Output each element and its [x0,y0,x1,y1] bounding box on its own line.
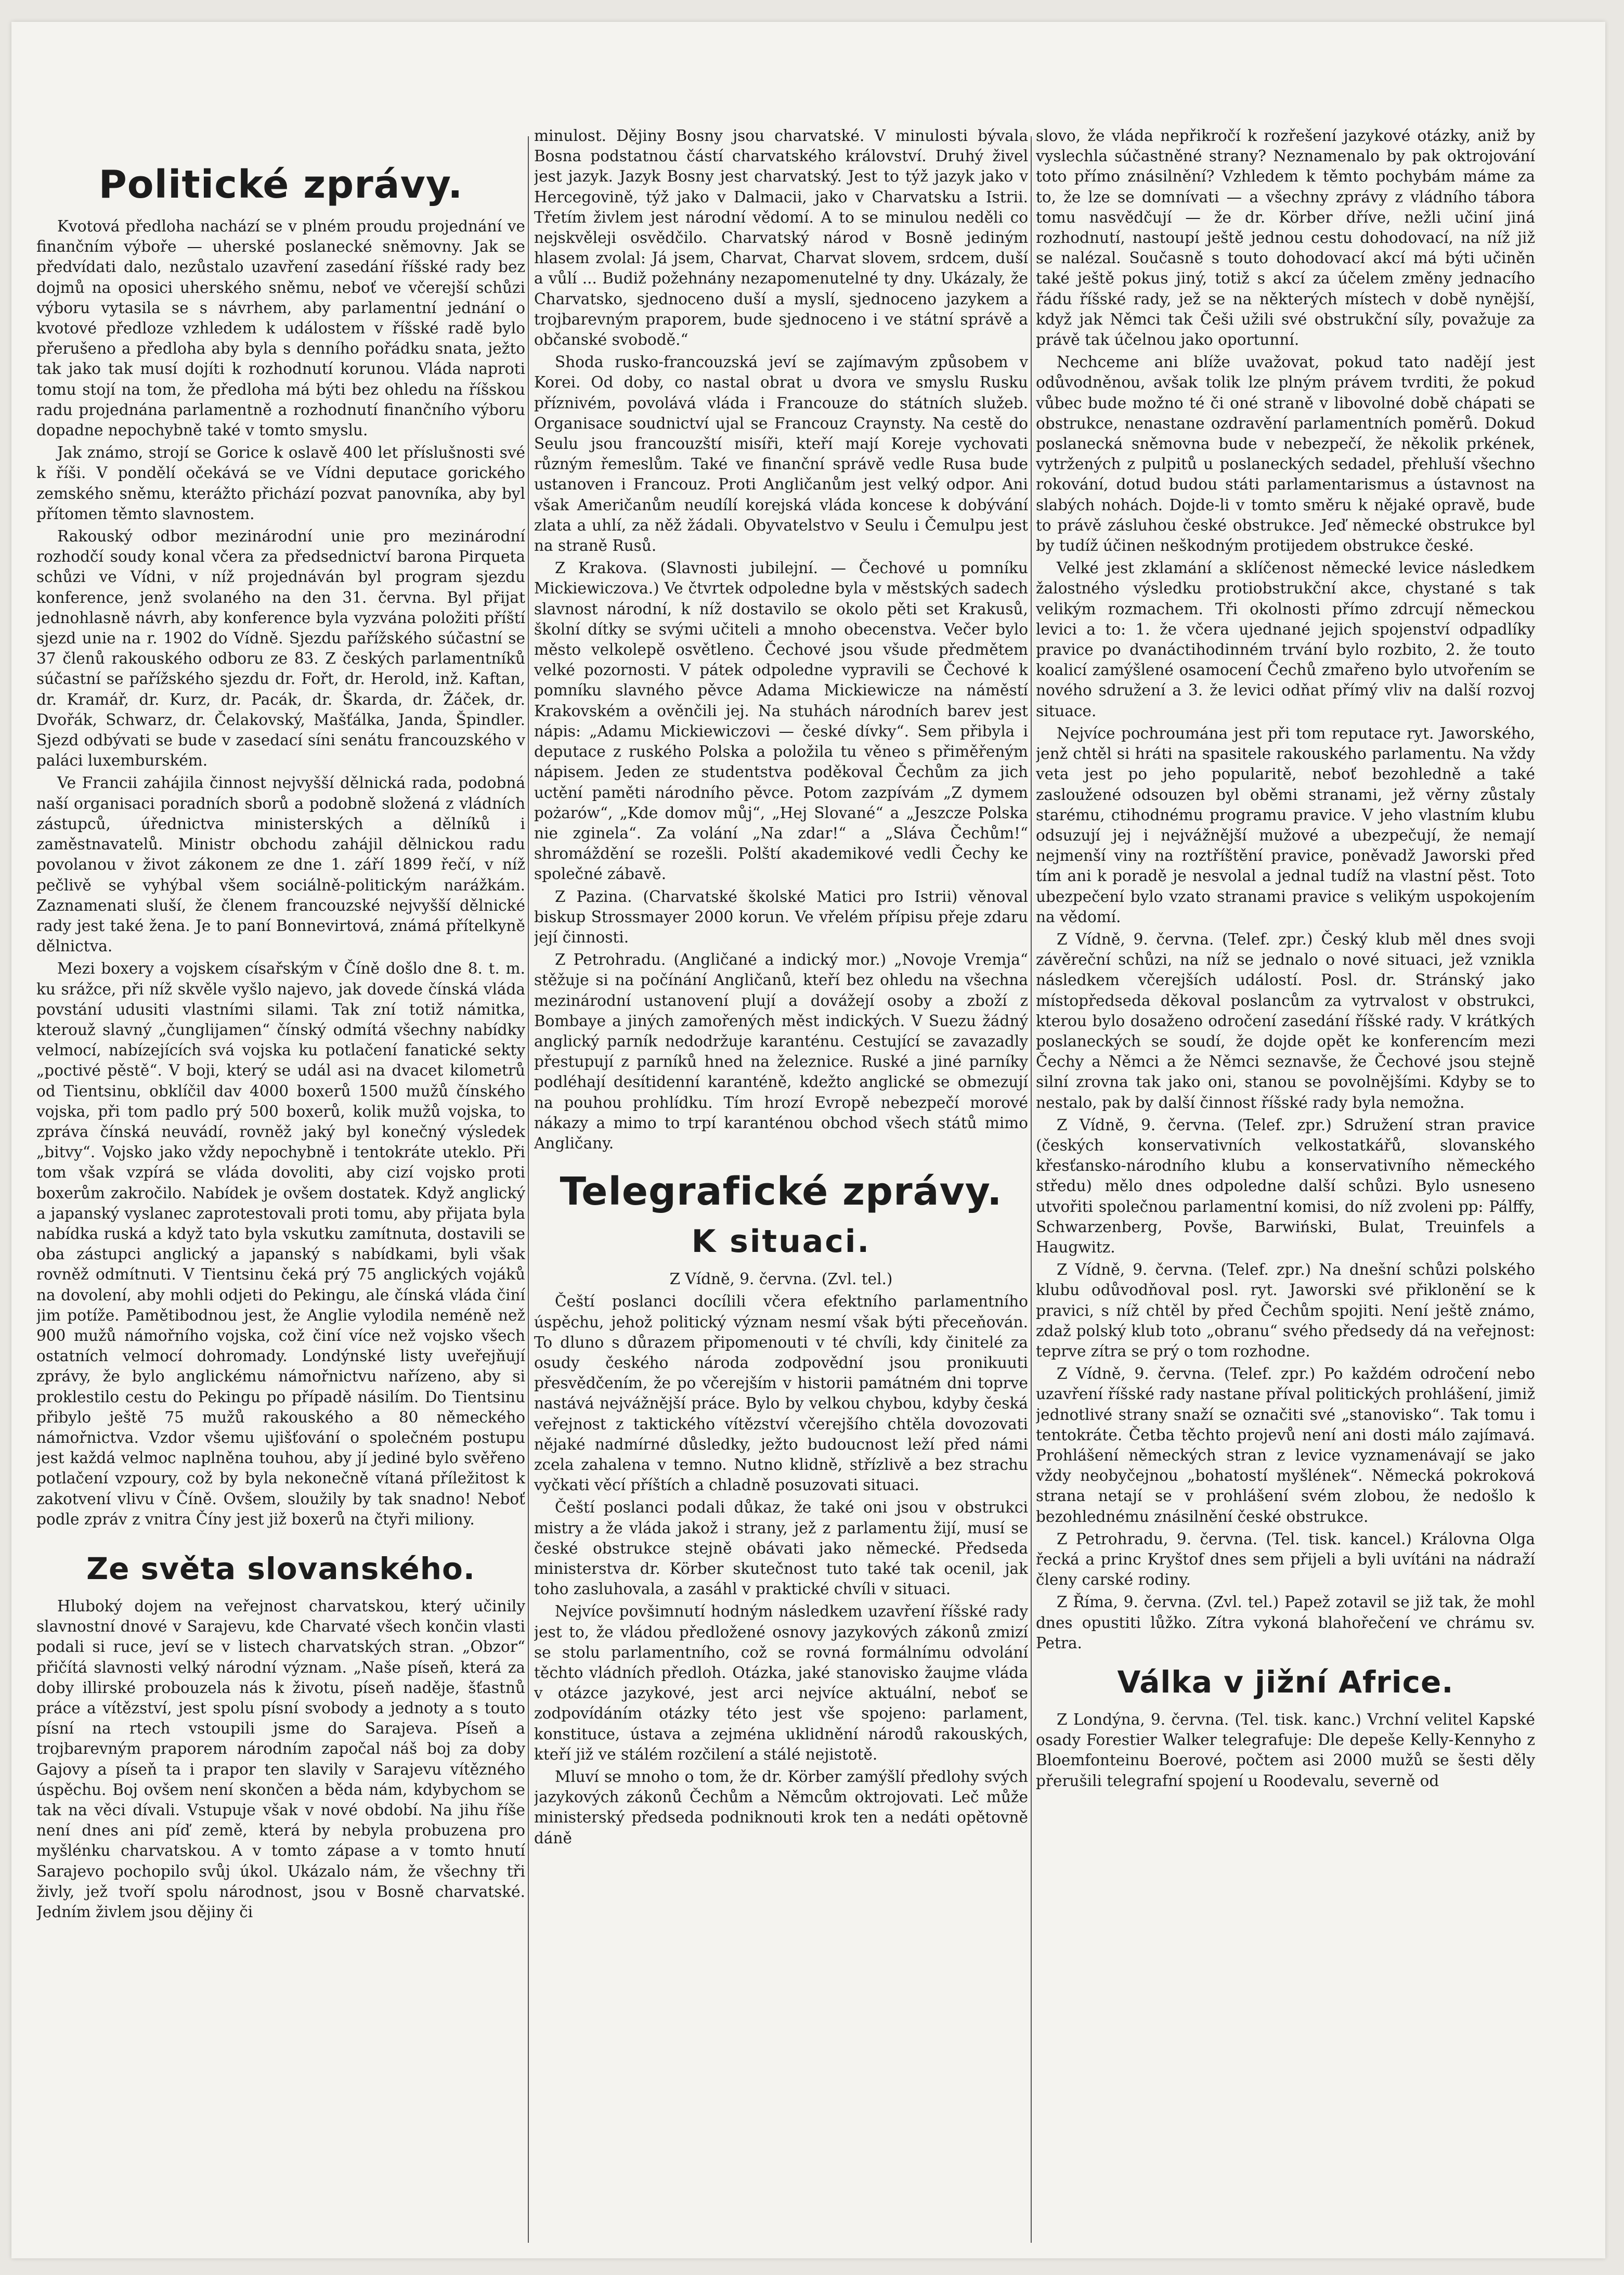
article-paragraph: Z Vídně, 9. června. (Telef. zpr.) Na dnešní schůzi polského klubu odůvodňoval posl. ryt. Jaworski své přiklonění se k pravici, s níž chtěl by před Čechům spojiti. Není ještě známo, zdaž polský klub toto „obranu“ svého předsedy dá na veřejnost: teprve zítra se prý o tom rozhodne. [1036,1261,1535,1360]
article-paragraph: Nechceme ani blíže uvažovat, pokud tato nadějí jest odůvodněnou, avšak tolik lze plným právem tvrditi, že pokud vůbec bude možno té či oné straně v libovolné době chápati se obstrukce, nenastane ozdravění parlamentních poměrů. Dokud poslanecká sněmovna bude v nebezpečí, že několik prkének, vytržených z pulpitů u poslaneckých sedadel, přehluší všechno rokování, dotud budou státi parlamentarismus a ústavnost na slabých nohách. Dojde-li v tomto směru k nějaké opravě, bude to právě zásluhou české obstrukce. Jeď německé obstrukce byl by tudíž účinen neškodným protijedem obstrukce české. [1036,353,1535,555]
heading-ze-sveta-slovanskeho: Ze světa slovanského. [86,1551,475,1586]
article-paragraph: Nejvíce pochroumána jest při tom reputace ryt. Jaworského, jenž chtěl si hráti na spasitele rakouského parlamentu. Na vždy veta jest po jeho popularitě, neboť bezohledně a také zasloužené odsouzen byl oběmi stranami, jež věrny zůstaly starému, ctihodnému programu pravice. V jeho vlastním klubu odsuzují jej i nejvážnější mužové a ubezpečují, že nemají nejmenší viny na roztříštění pravice, poněvadž Jaworski před tím ani k poradě je nesvolal a jednal tudíž na vlastní pěst. Toto ubezpečení bylo vzato stranami pravice s velikým uspokojením na vědomí. [1036,724,1535,926]
article-paragraph: Shoda rusko-francouzská jeví se zajímavým způsobem v Korei. Od doby, co nastal obrat u dvora ve smyslu Rusku příznivém, povolává vláda i Francouze do státních služeb. Organisace soudnictví ujal se Francouz Craynsty. Na cestě do Seulu jsou francouzští misíři, kteří mají Koreje vychovati různým řemeslům. Také ve finanční správě vedle Rusa bude ustanoven i Francouz. Proti Angličanům jest velký odpor. Ani však Američanům neudílí korejská vláda koncese k dobývání zlata a uhlí, za něž žádali. Obyvatelstvo v Seulu i Čemulpu jest na straně Rusů. [534,353,1028,555]
heading-telegraficke-zpravy: Telegrafické zprávy. [560,1169,1003,1214]
heading-politicke-zpravy: Politické zprávy. [98,162,463,207]
article-paragraph: Z Vídně, 9. června. (Telef. zpr.) Sdružení stran pravice (českých konservativních velkostatkářů, slovanského křesťansko-národního klubu a konservativního německého středu) mělo dnes odpoledne další schůzi. Bylo usneseno utvořiti společnou parlamentní komisi, do níž zvoleni pp: Pálffy, Schwarzenberg, Povše, Barwiński, Bulat, Treuinfels a Haugwitz. [1036,1116,1535,1256]
article-paragraph: Z Londýna, 9. června. (Tel. tisk. kanc.) Vrchní velitel Kapské osady Forestier Walker telegrafuje: Dle depeše Kelly-Kennyho z Bloemfonteinu Boerové, počtem asi 2000 mužů se šesti děly přerušili telegrafní spojení u Roodevalu, severně od [1036,1711,1535,1790]
column-right [1036,126,1535,2253]
article-paragraph: Ve Francii zahájila činnost nejvyšší dělnická rada, podobná naší organisaci poradních sborů a podobně složená z vládních zástupců, úřednictva ministerských a dělníků i zaměstnavatelů. Ministr obchodu zahájil dělnickou radu povolanou v život zákonem ze dne 1. září 1899 řečí, v níž pečlivě se vyhýbal všem sociálně-politickým narážkám. Zaznamenati sluší, že členem francouzské nejvyšší dělnické rady jest také žena. Je to paní Bonnevirtová, známá přítelkyně dělnictva. [36,774,525,955]
article-paragraph: Z Petrohradu. (Angličané a indický mor.) „Novoje Vremja“ stěžuje si na počínání Angličanů, kteří bez ohledu na všechna mezinárodní ustanovení plují a dovážejí osoby a zboží z Bombaye a jiných zamořených měst indických. V Suezu žádný anglický parník nedodržuje karanténu. Cestující se zavazadly přestupují z parníků hned na železnice. Ruské a jiné parníky podléhají desítidenní karanténě, kdežto anglické se obmezují na pouhou prohlídku. Tím hrozí Evropě nebezpečí morové nákazy a mimo to trpí karanténou obchod všech států mimo Angličany. [534,951,1028,1152]
article-paragraph: Čeští poslanci docílili včera efektního parlamentního úspěchu, jehož politický význam nesmí však býti přeceňován. To dluno s důrazem připomenouti v té chvíli, kdy činitelé za osudy českého národa zodpovědní jsou pronikuuti přesvědčením, že po včerejším v historii památném dni toprve nastává nejvážnější práce. Bylo by velkou chybou, kdyby česká veřejnost z taktického vítězství včerejšího chtěla dovozovati nějaké nadmírné důsledky, ježto budoucnost leží před námi zcela zahalena v temno. Nutno klidně, střízlivě a bez strachu vyčkati věcí příštích a chladně posuzovati situaci. [534,1292,1028,1494]
article-paragraph: Z Vídně, 9. června. (Telef. zpr.) Po každém odročení nebo uzavření říšské rady nastane příval politických prohlášení, jimiž jednotlivé strany snaží se označiti své „stanovisko“. Tak tomu i tentokráte. Četba těchto projevů není ani dosti málo zajímavá. Prohlášení německých stran z levice vyznamenávají se jako vždy neobyčejnou „bohatostí myšlének“. Německá pokroková strana netají se v prohlášení svém zlobou, že nedošlo k bezohlednému znásilnění české obstrukce. [1036,1365,1535,1526]
article-paragraph: Z Říma, 9. června. (Zvl. tel.) Papež zotavil se již tak, že mohl dnes opustiti lůžko. Zítra vykoná blahořečení ve chrámu sv. Petra. [1036,1593,1535,1652]
column-left [36,126,525,2253]
article-paragraph: Z Pazina. (Charvatské školské Matici pro Istrii) věnoval biskup Strossmayer 2000 korun. Ve vřelém přípisu přeje zdaru její činnosti. [534,887,1028,946]
dateline: Z Vídně, 9. června. (Zvl. tel.) [669,1270,893,1288]
heading-valka-v-jizni-africe: Válka v jižní Africe. [1117,1664,1454,1700]
article-paragraph: Kvotová předloha nachází se v plném proudu projednání ve finančním výboře — uherské poslanecké sněmovny. Jak se předvídati dalo, nezůstalo uzavření zasedání říšské rady bez dojmů na oposici uherského sněmu, neboť ve včerejší schůzi výboru vytasila se s návrhem, aby parlamentní jednání o kvotové předloze vzhledem k událostem v říšské radě bylo přerušeno a předloha aby byla s denního pořádku snata, ježto tak jako tak musí dojíti k rozhodnutí korunou. Vláda naproti tomu stojí na tom, že předloha má býti bez ohledu na říšskou radu projednána parlamentně a rozhodnutí finančního výboru dopadne nepochybně také v tomto smyslu. [36,217,525,440]
column-rule [528,136,529,2243]
article-paragraph: Hluboký dojem na veřejnost charvatskou, který učinily slavnostní dnové v Sarajevu, kde Charvaté všech končin vlasti podali si ruce, jeví se v listech charvatských stran. „Obzor“ přičítá slavnosti velký národní význam. „Naše píseň, která za doby illirské probouzela nás k životu, píseň naděje, šťastnů práce a vítězství, jest spolu písní svobody a jednoty a s touto písní na rtech vstoupili jsme do Sarajeva. Píseň a trojbarevným praporem národním započal náš boj za doby Gajovy a píseň ta i prapor ten slavily v Sarajevu vítězného úspěchu. Boj ovšem není skončen a běda nám, kdybychom se tak na věci dívali. Vstupuje však v nové období. Na jihu říše není dnes ani píď země, která by nebyla probuzena pro myšlénku charvatskou. A v tomto zápase a v tomto hnutí Sarajevo pochopilo svůj úkol. Ukázalo nám, že všechny tři živly, jež tvoří spolu národnost, jsou v Bosně charvatské. Jedním živlem jsou dějiny či [36,1597,525,1921]
column-rule [1031,136,1032,2243]
article-paragraph: slovo, že vláda nepřikročí k rozřešení jazykové otázky, aniž by vyslechla súčastněné strany? Neznamenalo by pak oktrojování toto přímo znásilnění? Vzhledem k těmto pochybám máme za to, že lze se domnívati — a všechny zprávy z vládního tábora tomu nasvědčují — že dr. Körber dříve, nežli učiní jiná rozhodnutí, nastoupí ještě jednou cestu dohodovací, na níž již se nalézal. Současně s touto dohodovací akcí má býti učiněn také ještě pokus jiný, totiž s akcí za účelem změny jednacího řádu říšské rady, jež se na některých místech v době nynější, když jak Němci tak Češi užili své obstrukční síly, považuje za právě tak účelnou jako oportunní. [1036,127,1535,349]
article-paragraph: Rakouský odbor mezinárodní unie pro mezinárodní rozhodčí soudy konal včera za předsednictví barona Pirqueta schůzi ve Vídni, v níž projednáván byl program sjezdu konference, jenž svolaného na den 31. června. Byl přijat jednohlasně návrh, aby konference byla vyzvána položiti příští sjezd unie na r. 1902 do Vídně. Sjezdu pařížského súčastní se 37 členů rakouského odboru ze 83. Z českých parlamentníků súčastní se pařížského sjezdu dr. Fořt, dr. Herold, inž. Kaftan, dr. Kramář, dr. Kurz, dr. Pacák, dr. Škarda, dr. Žáček, dr. Dvořák, Schwarz, dr. Čelakovský, Mašťálka, Janda, Špindler. Sjezd odbývati se bude v zasedací síni senátu francouzského v paláci luxemburském. [36,527,525,770]
article-paragraph: Z Petrohradu, 9. června. (Tel. tisk. kancel.) Královna Olga řecká a princ Kryštof dnes sem přijeli a byli uvítáni na nádraží členy carské rodiny. [1036,1530,1535,1589]
article-paragraph: Mluví se mnoho o tom, že dr. Körber zamýšlí předlohy svých jazykových zákonů Čechům a Němcům oktrojovati. Leč může ministerský předseda podniknouti krok ten a nedáti opětovně dáně [534,1768,1028,1847]
newspaper-page [11,22,1605,2258]
article-paragraph: Z Krakova. (Slavnosti jubilejní. — Čechové u pomníku Mickiewiczova.) Ve čtvrtek odpoledne byla v městských sadech slavnost národní, k níž dostavilo se okolo pěti set Krakusů, školní dítky se svými učiteli a mnoho obecenstva. Večer bylo město velkolepě osvětleno. Čechové jsou všude předmětem velké pozornosti. V pátek odpoledne vypravili se Čechové k pomníku slavného pěvce Adama Mickiewicze na náměstí Krakovském a ověnčili jej. Na stuhách národních barev jest nápis: „Adamu Mickiewiczovi — české dívky“. Sem přibyla i deputace z ruského Polska a položila tu věneo s přiměřeným nápisem. Jeden ze studentstva poděkoval Čechům za jich uctění paměti národního pěvce. Potom zazpívám „Z dymem pożarów“, „Kde domov můj“, „Hej Slované“ a „Jeszcze Polska nie zginela“. Za volání „Na zdar!“ a „Sláva Čechům!“ shromáždění se rozešli. Polští akademikové vedli Čechy ke společné zábavě. [534,559,1028,883]
article-paragraph: Čeští poslanci podali důkaz, že také oni jsou v obstrukci mistry a že vláda jakož i strany, jež z parlamentu žijí, musí se české obstrukce stejně obávati jako německé. Předseda ministerstva dr. Körber skutečnost tuto také tak ocenil, jak toho zasluhovala, a zasáhl v praktické chvíli v situaci. [534,1498,1028,1598]
article-paragraph: Z Vídně, 9. června. (Telef. zpr.) Český klub měl dnes svoji závěreční schůzi, na níž se jednalo o nové situaci, jež vznikla následkem včerejších událostí. Posl. dr. Stránský jako místopředseda děkoval poslancům za vytrvalost v obstrukci, kterou bylo dosaženo odročení zasedání říšské rady. V krátkých poslaneckých se soudí, že dojde opět ke konferencím mezi Čechy a Němci a že Němci seznavše, že Čechové jsou stejně silní zrovna tak jako oni, stanou se povolnějšími. Kdyby se to nestalo, pak by další činnost říšské rady byla nemožna. [1036,930,1535,1111]
subheading-k-situaci: K situaci. [691,1223,871,1260]
column-middle [534,126,1028,2253]
article-paragraph: Jak známo, strojí se Gorice k oslavě 400 let příslušnosti své k říši. V pondělí očekává se ve Vídni deputace gorického zemského sněmu, kterážto přichází pozvat panovníka, aby byl přítomen těmto slavnostem. [36,444,525,523]
article-paragraph: Nejvíce povšimnutí hodným následkem uzavření říšské rady jest to, že vládou předložené osnovy jazykových zákonů zmizí se stolu parlamentního, což se rovná formálnímu odvolání těchto vládních předloh. Otázka, jaké stanovisko žaujme vláda v otázce jazykové, jest arci nejvíce aktuální, neboť se zodpovídáním otázky této jest vše spojeno: parlament, konstituce, ústava a zejména uklidnění národů rakouských, kteří již ve stálém rozčilení a stálé nejistotě. [534,1602,1028,1763]
article-paragraph: Mezi boxery a vojskem císařským v Číně došlo dne 8. t. m. ku srážce, při níž skvěle vyšlo najevo, jak dovede čínská vláda povstání udusiti vlastními silami. Tak zní totiž námitka, kterouž slavný „čunglijamen“ čínský odmítá všechny nabídky velmocí, nabízejících svá vojska ku potlačení fanatické sekty „poctivé pěstě“. V boji, který se udál asi na dvacet kilometrů od Tientsinu, obklíčil dav 4000 boxerů 1500 mužů čínského vojska, při tom padlo prý 500 boxerů, kolik mužů vojska, to zpráva čínská neuvádí, rovněž jaký byl konečný výsledek „bitvy“. Vojsko jako vždy nepochybně i tentokráte uteklo. Při tom však vzpírá se vláda dovoliti, aby cizí vojsko proti boxerům zakročilo. Nabídek je ovšem dostatek. Když anglický a japanský vyslanec zaprotestovali proti tomu, aby přijata byla nabídka ruská a když tato byla vskutku zamítnuta, dostavili se oba zástupci anglický a japanský s nabídkami, byli však rovněž odmítnuti. V Tientsinu čeká prý 75 anglických vojáků na dovolení, aby mohli odjeti do Pekingu, ale čínská vláda činí jim potíže. Pamětibodnou jest, že Anglie vylodila neméně než 900 mužů námořního vojska, což činí více než vojsko všech ostatních velmocí dohromady. Londýnské listy uveřejňují zprávy, že bylo anglickému námořnictvu nařízeno, aby si proklestilo cestu do Pekingu po případě násilím. Do Tientsinu přibylo ještě 75 mužů rakouského a 80 německého námořnictva. Vzdor všemu ujišťování o společném postupu jest každá velmoc naplněna touhou, aby jí jediné bylo svěřeno potlačení vzpoury, což by byla nekonečně vítaná příležitost k zakotvení vlivu v Číně. Ovšem, sloužily by tak snadno! Neboť podle zpráv z vnitra Číny jest již boxerů na čtyři miliony. [36,960,525,1528]
article-paragraph: minulost. Dějiny Bosny jsou charvatské. V minulosti bývala Bosna podstatnou částí charvatského království. Druhý živel jest jazyk. Jazyk Bosny jest charvatský. Jest to týž jazyk jako v Hercegovině, týž jako v Dalmacii, jako v Charvatsku a Istrii. Třetím živlem jest národní vědomí. A to se minulou neděli co nejskvěleji osvědčilo. Charvatský národ v Bosně jediným hlasem zvolal: Já jsem, Charvat, Charvat slovem, srdcem, duší a vůlí ... Budiž požehnány nezapomenutelné ty dny. Ukázaly, že Charvatsko, sjednoceno duší a myslí, sjednoceno jazykem a trojbarevným praporem, bude sjednoceno i ve státní správě a občanské svobodě.“ [534,127,1028,349]
article-paragraph: Velké jest zklamání a sklíčenost německé levice následkem žalostného výsledku protiobstrukční akce, chystané s tak velikým rozmachem. Tři okolnosti přímo zdrcují německou levici a to: 1. že včera ujednané jejich spojenství odpadlíky pravice po dvanáctihodinném trvání bylo rozbito, 2. že touto koalicí zamýšlené osamocení Čechů zmařeno bylo utvořením se nového sdružení a 3. že levici odňat přímý vliv na další rozvoj situace. [1036,559,1535,720]
